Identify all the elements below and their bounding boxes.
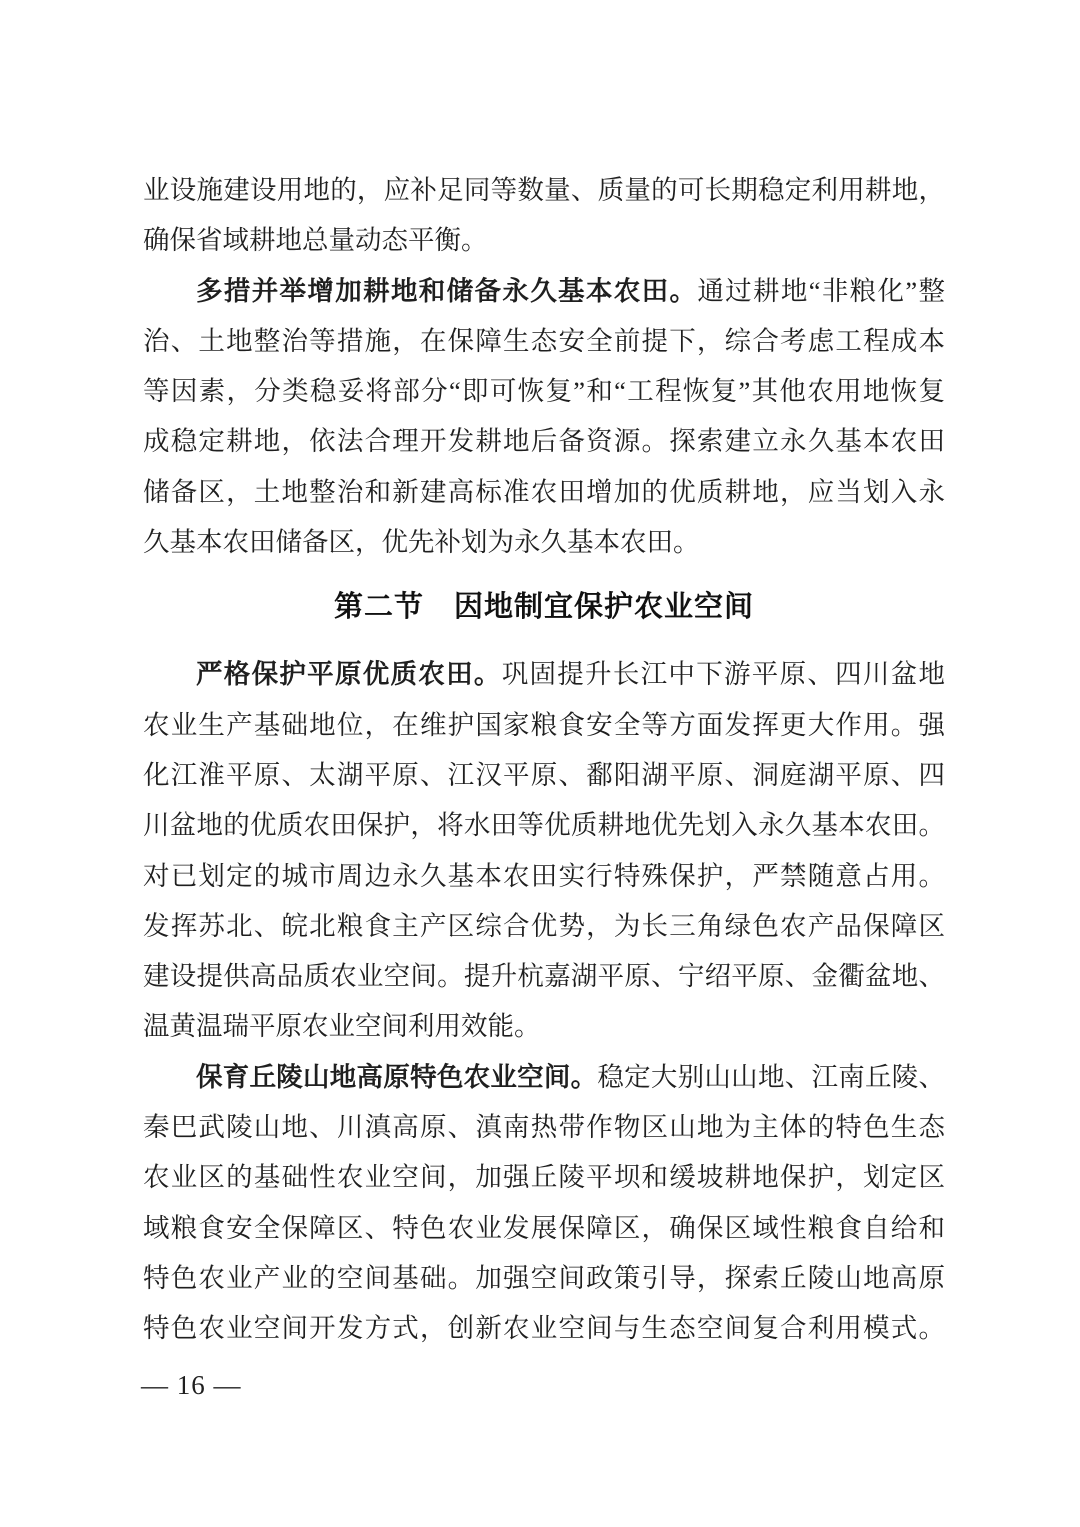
text-line: 川盆地的优质农田保护，将水田等优质耕地优先划入永久基本农田。 bbox=[143, 810, 945, 841]
text-line: 温黄温瑞平原农业空间利用效能。 bbox=[143, 1011, 541, 1042]
text-line: 久基本农田储备区，优先补划为永久基本农田。 bbox=[143, 527, 700, 558]
text-line: 建设提供高品质农业空间。提升杭嘉湖平原、宁绍平原、金衢盆地、 bbox=[143, 961, 945, 992]
paragraph-lead: 严格保护平原优质农田。 bbox=[196, 659, 502, 690]
text-line bbox=[143, 1052, 945, 1102]
text-line: 对已划定的城市周边永久基本农田实行特殊保护，严禁随意占用。 bbox=[143, 860, 945, 891]
text-line: 化江淮平原、太湖平原、江汉平原、鄱阳湖平原、洞庭湖平原、四 bbox=[143, 759, 945, 790]
paragraph-lead-rest: 通过耕地“非粮化”整 bbox=[697, 275, 945, 306]
text-line: 农业区的基础性农业空间，加强丘陵平坝和缓坡耕地保护，划定区 bbox=[143, 1162, 945, 1193]
text-line: 特色农业空间开发方式，创新农业空间与生态空间复合利用模式。 bbox=[143, 1313, 945, 1344]
text-line: 成稳定耕地，依法合理开发耕地后备资源。探索建立永久基本农田 bbox=[143, 426, 945, 457]
text-line: 业设施建设用地的，应补足同等数量、质量的可长期稳定利用耕地， bbox=[143, 175, 945, 205]
text-line: 储备区，土地整治和新建高标准农田增加的优质耕地，应当划入永 bbox=[143, 476, 945, 507]
text-line: 秦巴武陵山地、川滇高原、滇南热带作物区山地为主体的特色生态 bbox=[143, 1112, 945, 1143]
text-line bbox=[143, 266, 945, 316]
text-line: 发挥苏北、皖北粮食主产区综合优势，为长三角绿色农产品保障区 bbox=[143, 910, 945, 941]
page-number: — 16 — bbox=[141, 1370, 242, 1400]
section-heading: 第二节 因地制宜保护农业空间 bbox=[333, 591, 754, 624]
paragraph-lead: 保育丘陵山地高原特色农业空间。 bbox=[196, 1061, 598, 1092]
text-line bbox=[143, 649, 945, 699]
text-line: 特色农业产业的空间基础。加强空间政策引导，探索丘陵山地高原 bbox=[143, 1262, 945, 1293]
paragraph-lead: 多措并举增加耕地和储备永久基本农田。 bbox=[196, 275, 698, 306]
paragraph-lead-rest: 稳定大别山山地、江南丘陵、 bbox=[597, 1061, 946, 1092]
text-line: 治、土地整治等措施，在保障生态安全前提下，综合考虑工程成本 bbox=[143, 325, 945, 356]
text-line: 等因素，分类稳妥将部分“即可恢复”和“工程恢复”其他农用地恢复 bbox=[143, 376, 945, 407]
text-block bbox=[143, 165, 945, 1354]
text-line: 确保省域耕地总量动态平衡。 bbox=[143, 225, 488, 256]
paragraph-lead-rest: 巩固提升长江中下游平原、四川盆地 bbox=[501, 659, 946, 690]
text-line: 域粮食安全保障区、特色农业发展保障区，确保区域性粮食自给和 bbox=[143, 1212, 945, 1243]
text-line: 农业生产基础地位，在维护国家粮食安全等方面发挥更大作用。强 bbox=[143, 709, 945, 740]
